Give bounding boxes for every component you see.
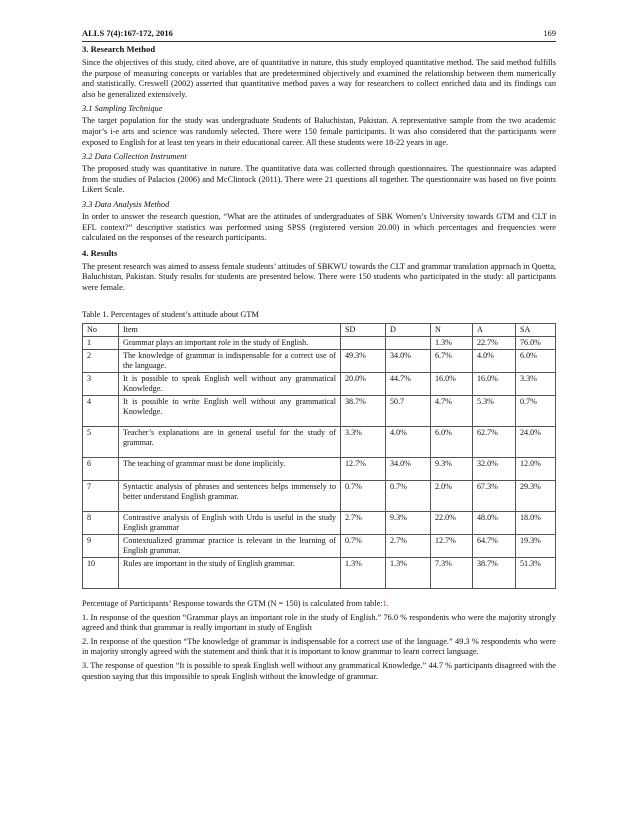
header-rule: [82, 41, 556, 42]
cell-sd: 1.3%: [341, 558, 386, 589]
cell-sd: 0.7%: [341, 535, 386, 558]
cell-item: Syntactic analysis of phrases and sentences helps immensely to better understand English grammar.: [119, 481, 341, 512]
cell-sa: 51.3%: [516, 558, 556, 589]
table-row: [83, 396, 556, 427]
cell-no: 2: [83, 350, 119, 373]
cell-a: 32.0%: [473, 458, 516, 481]
column-header-no: No: [83, 324, 119, 337]
table-row: [83, 427, 556, 458]
section-heading-research-method: 3. Research Method: [82, 44, 156, 54]
cell-a: 5.3%: [473, 396, 516, 427]
cell-sa: 76.0%: [516, 337, 556, 350]
cell-d: 34.0%: [386, 458, 431, 481]
column-header-n: N: [431, 324, 473, 337]
cell-no: 4: [83, 396, 119, 427]
cell-no: 7: [83, 481, 119, 512]
cell-n: 16.0%: [431, 373, 473, 396]
cell-no: 10: [83, 558, 119, 589]
table-row: [83, 373, 556, 396]
column-header-sd: SD: [341, 324, 386, 337]
cell-sd: [341, 337, 386, 350]
cell-sd: 20.0%: [341, 373, 386, 396]
table-row: [83, 512, 556, 535]
cell-n: 1.3%: [431, 337, 473, 350]
subsection-heading-data-analysis: 3.3 Data Analysis Method: [82, 199, 170, 209]
cell-a: 38.7%: [473, 558, 516, 589]
cell-n: 9.3%: [431, 458, 473, 481]
cell-item: Contrastive analysis of English with Urdu is useful in the study English grammar: [119, 512, 341, 535]
cell-d: 1.3%: [386, 558, 431, 589]
cell-n: 22.0%: [431, 512, 473, 535]
cell-no: 8: [83, 512, 119, 535]
cell-d: 44.7%: [386, 373, 431, 396]
cell-sa: 6.0%: [516, 350, 556, 373]
cell-sa: 19.3%: [516, 535, 556, 558]
cell-item: Teacher’s explanations are in general useful for the study of grammar.: [119, 427, 341, 458]
table-row: [83, 337, 556, 350]
paragraph-data-collection: The proposed study was quantitative in nature. The quantitative data was collected through questionnaires. The questionnaire was adapted from the studies of Palacios (2006) and McClintock (2011). There were 21 questions all together. The questionnaire was based on five points Likert Scale.: [82, 164, 556, 195]
cell-sa: 3.3%: [516, 373, 556, 396]
gtm-attitude-table: [82, 323, 556, 589]
cell-sd: 0.7%: [341, 481, 386, 512]
running-header: [82, 28, 556, 40]
table-row: [83, 481, 556, 512]
cell-no: 3: [83, 373, 119, 396]
result-point-2: 2. In response of the question “The knowledge of grammar is indispensable for a correct use of the language.” 49.3 % respondents who were in majority strongly agreed with the statement and think that it is important to know grammar to learn correct language.: [82, 636, 556, 657]
cell-n: 6.0%: [431, 427, 473, 458]
cell-sa: 0.7%: [516, 396, 556, 427]
column-header-sa: SA: [516, 324, 556, 337]
cell-sd: 3.3%: [341, 427, 386, 458]
cell-d: 2.7%: [386, 535, 431, 558]
cell-sd: 38.7%: [341, 396, 386, 427]
paragraph-research-method: Since the objectives of this study, cited above, are of quantitative in nature, this study employed quantitative method. The said method fulfills the purpose of measuring concepts or variables that are predetermined objectively and examined the relationship between them numerically and statistically. Creswell (2002) asserted that quantitative method paves a way for researchers to collect enriched data and its findings can also be generalized extensively.: [82, 58, 556, 99]
section-heading-results: 4. Results: [82, 247, 118, 258]
cell-sd: 12.7%: [341, 458, 386, 481]
cell-n: 7.3%: [431, 558, 473, 589]
cell-sa: 18.0%: [516, 512, 556, 535]
cell-item: Rules are important in the study of English grammar.: [119, 558, 341, 589]
cell-d: 50.7: [386, 396, 431, 427]
result-point-3: 3. The response of question “It is possible to speak English well without any grammatical Knowledge.” 44.7 % participants disagreed with the question saying that this impossible to speak English without the knowledge of grammar.: [82, 661, 556, 681]
cell-sa: 29.3%: [516, 481, 556, 512]
cell-item: Grammar plays an important role in the study of English.: [119, 337, 341, 350]
journal-citation: ALLS 7(4):167-172, 2016: [82, 28, 173, 38]
result-point-1: 1. In response of the question “Grammar plays an important role in the study of English.” 76.0 % respondents who were the majority strongly agreed and think that grammar is really important in study of English: [82, 612, 556, 633]
cell-n: 4.7%: [431, 396, 473, 427]
cell-no: 1: [83, 337, 119, 350]
cell-n: 6.7%: [431, 350, 473, 373]
subsection-heading-data-collection: 3.2 Data Collection Instrument: [82, 152, 187, 162]
paragraph-sampling: The target population for the study was undergraduate Students of Baluchistan, Pakistan. A representative sample from the two academic major’s i-e arts and science was randomly selected. There were 150 female participants. It was also considered that the participants were exposed to English for at least ten years in their educational career. All these students were 18-22 years in age.: [82, 116, 556, 147]
cell-d: 9.3%: [386, 512, 431, 535]
table-summary-line: [82, 599, 556, 610]
cell-a: 22.7%: [473, 337, 516, 350]
cell-no: 9: [83, 535, 119, 558]
cell-d: 0.7%: [386, 481, 431, 512]
cell-item: Contextualized grammar practice is relevant in the learning of English grammar.: [119, 535, 341, 558]
cell-item: It is possible to write English well without any grammatical Knowledge.: [119, 396, 341, 427]
article-body: [82, 44, 556, 685]
column-header-a: A: [473, 324, 516, 337]
cell-item: The teaching of grammar must be done implicitly.: [119, 458, 341, 481]
cell-n: 12.7%: [431, 535, 473, 558]
cell-d: 4.0%: [386, 427, 431, 458]
table-header-row: [83, 324, 556, 337]
cell-no: 5: [83, 427, 119, 458]
table-row: [83, 558, 556, 589]
cell-a: 62.7%: [473, 427, 516, 458]
cell-d: 34.0%: [386, 350, 431, 373]
table-row: [83, 535, 556, 558]
paragraph-data-analysis: In order to answer the research question, “What are the attitudes of undergraduates of SBK Women’s University towards GTM and CLT in EFL context?” descriptive statistics was performed using SPSS (registered version 20.00) in which percentages and frequencies were calculated on the responses of the research participants.: [82, 211, 556, 243]
paragraph-results: The present research was aimed to assess female students’ attitudes of SBKWU towards the CLT and grammar translation approach in Quetta, Baluchistan, Pakistan. Study results for students are presented below. There were 150 students who participated in the study: all participants were female.: [82, 261, 556, 292]
cell-n: 2.0%: [431, 481, 473, 512]
subsection-heading-sampling: 3.1 Sampling Technique: [82, 104, 163, 114]
cell-no: 6: [83, 458, 119, 481]
results-discussion: [82, 599, 556, 682]
table-caption: Table 1. Percentages of student’s attitude about GTM: [82, 309, 259, 319]
column-header-d: D: [386, 324, 431, 337]
cell-a: 48.0%: [473, 512, 516, 535]
summary-text: Percentage of Participants’ Response towards the GTM (N = 150) is calculated from table:: [82, 599, 383, 609]
cell-a: 67.3%: [473, 481, 516, 512]
cell-a: 4.0%: [473, 350, 516, 373]
cell-d: [386, 337, 431, 350]
table-row: [83, 458, 556, 481]
cell-sa: 12.0%: [516, 458, 556, 481]
cell-a: 16.0%: [473, 373, 516, 396]
table-reference-link[interactable]: 1.: [382, 599, 389, 609]
cell-sa: 24.0%: [516, 427, 556, 458]
cell-a: 64.7%: [473, 535, 516, 558]
cell-sd: 49.3%: [341, 350, 386, 373]
page-number: 169: [543, 28, 556, 38]
cell-sd: 2.7%: [341, 512, 386, 535]
column-header-item: Item: [119, 324, 341, 337]
cell-item: The knowledge of grammar is indispensable for a correct use of the language.: [119, 350, 341, 373]
table-row: [83, 350, 556, 373]
cell-item: It is possible to speak English well without any grammatical Knowledge.: [119, 373, 341, 396]
